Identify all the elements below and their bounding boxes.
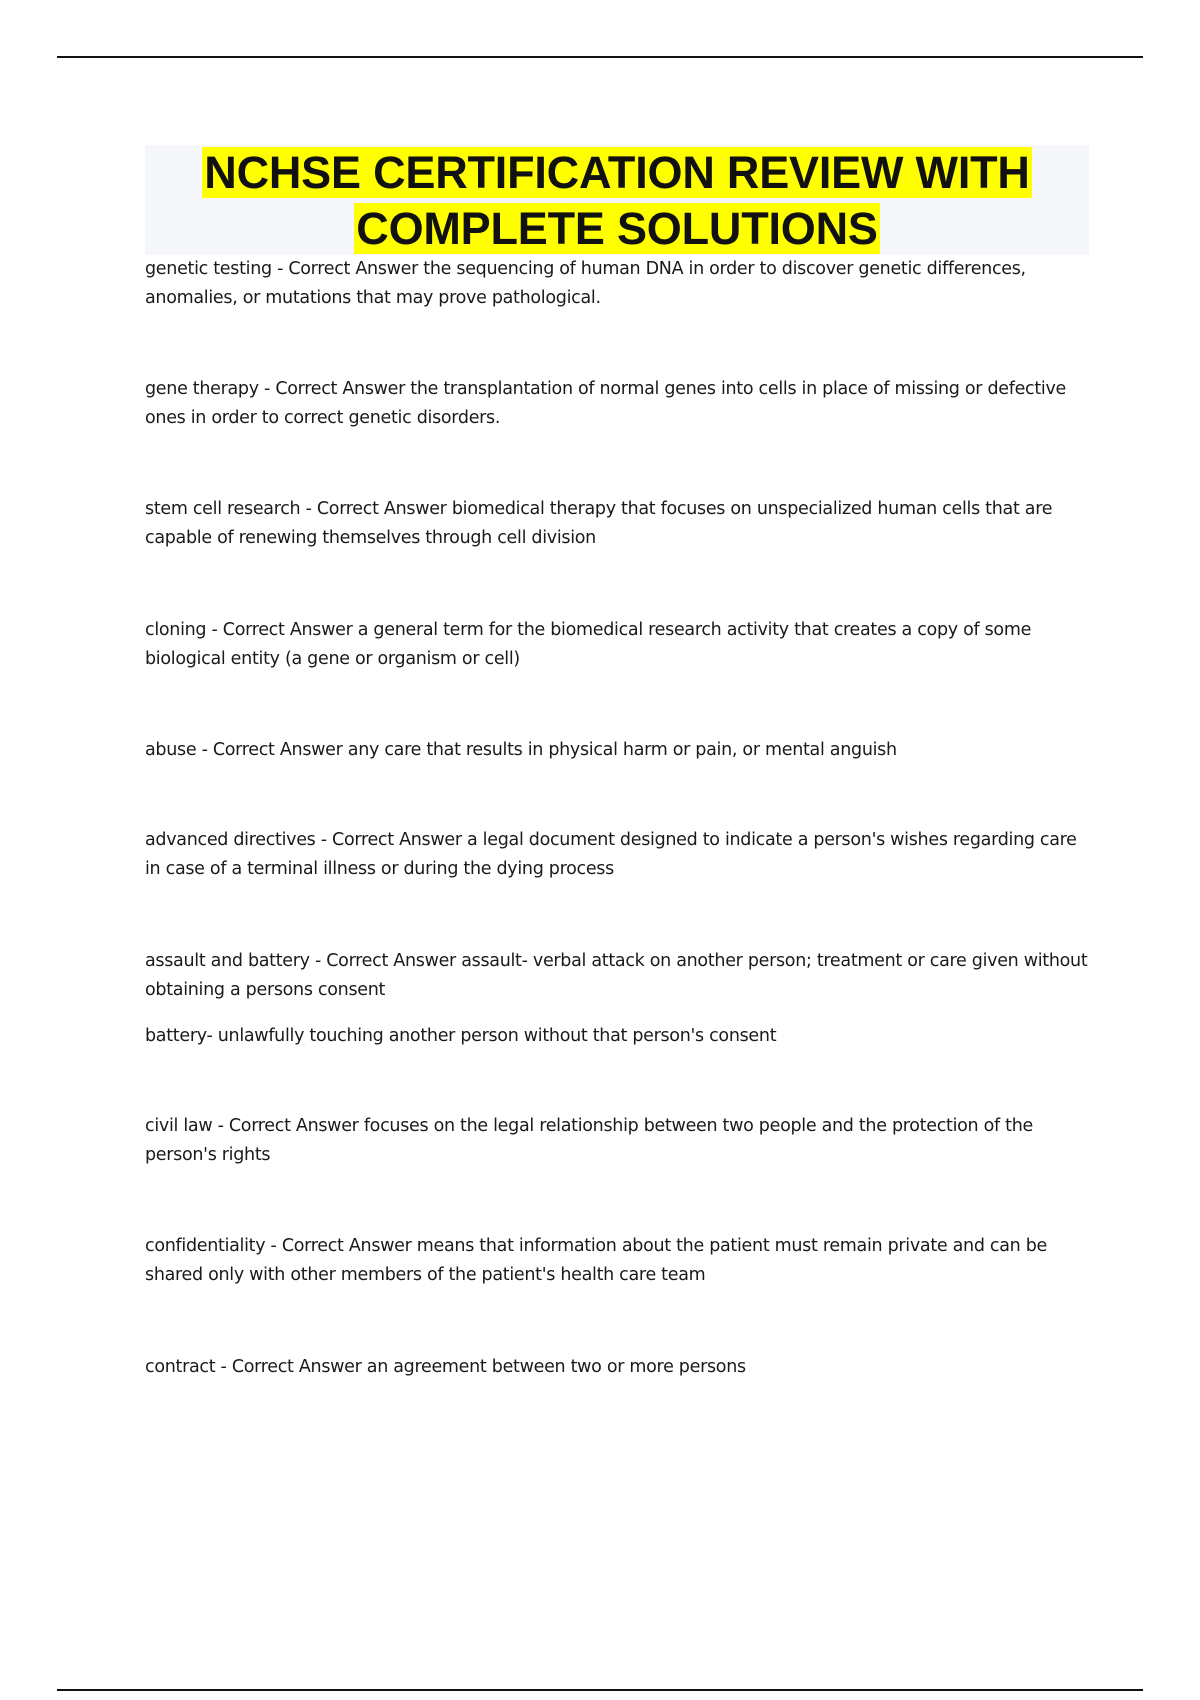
entry-confidentiality: confidentiality - Correct Answer means that information about the patient must remain private and can be shared only with other members of the patient's health care team: [145, 1236, 1047, 1285]
document-title: [145, 145, 1089, 255]
title-line-2-text: COMPLETE SOLUTIONS: [356, 203, 878, 254]
title-line-2: [145, 201, 1089, 257]
entry-stem-cell-research: stem cell research - Correct Answer biomedical therapy that focuses on unspecialized human cells that are capable of renewing themselves through cell division: [145, 499, 1053, 548]
entry-genetic-testing: genetic testing - Correct Answer the sequencing of human DNA in order to discover genetic differences, anomalies, or mutations that may prove pathological.: [145, 259, 1026, 308]
entry-cloning: cloning - Correct Answer a general term for the biomedical research activity that creates a copy of some biological entity (a gene or organism or cell): [145, 620, 1032, 669]
entry-advanced-directives: advanced directives - Correct Answer a legal document designed to indicate a person's wishes regarding care in case of a terminal illness or during the dying process: [145, 830, 1077, 879]
title-line-1-text: NCHSE CERTIFICATION REVIEW WITH: [204, 147, 1030, 198]
entry-contract: contract - Correct Answer an agreement between two or more persons: [145, 1357, 746, 1377]
entry-civil-law: civil law - Correct Answer focuses on the legal relationship between two people and the protection of the person's rights: [145, 1116, 1033, 1165]
entry-gene-therapy: gene therapy - Correct Answer the transplantation of normal genes into cells in place of missing or defective ones in order to correct genetic disorders.: [145, 379, 1067, 428]
entry-battery: battery- unlawfully touching another person without that person's consent: [145, 1026, 777, 1046]
entry-assault-and-battery: assault and battery - Correct Answer assault- verbal attack on another person; treatment or care given without obtaining a persons consent: [145, 951, 1088, 1000]
bottom-rule: [57, 1689, 1143, 1691]
title-line-1: [145, 145, 1089, 201]
top-rule: [57, 56, 1143, 58]
entry-abuse: abuse - Correct Answer any care that results in physical harm or pain, or mental anguish: [145, 740, 897, 760]
